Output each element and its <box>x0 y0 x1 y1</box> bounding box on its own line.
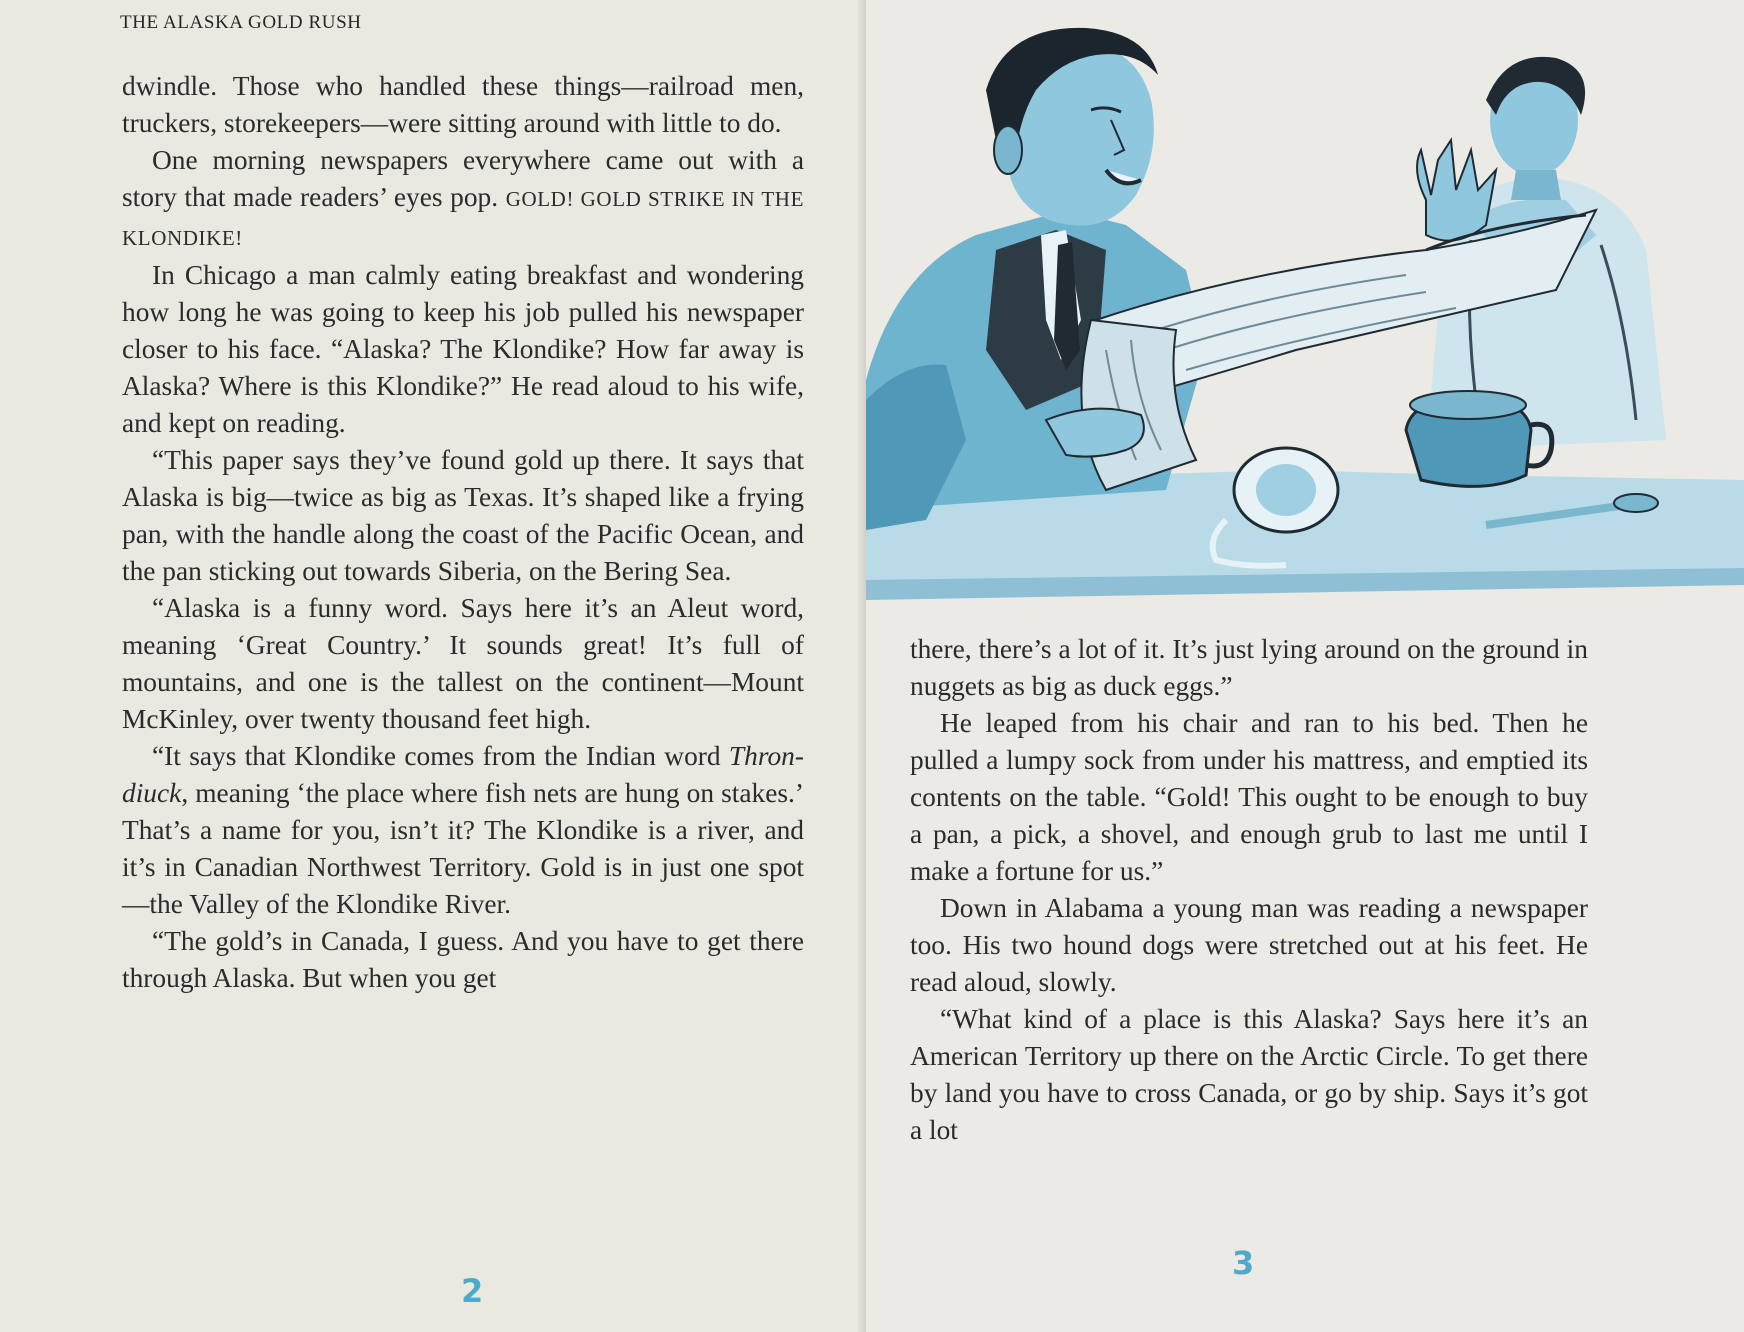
running-head: THE ALASKA GOLD RUSH <box>120 12 362 33</box>
paragraph: “This paper says they’ve found gold up there. It says that Alaska is big—twice as big as Texas. It’s shaped like a frying pan, with the handle along the coast of the Pacific Ocean, and the pan sticking out towards Siberia, on the Bering Sea. <box>122 445 804 586</box>
newspaper-reading-illustration <box>866 20 1744 605</box>
paragraph: “Alaska is a funny word. Says here it’s an Aleut word, meaning ‘Great Country.’ It sounds great! It’s full of mountains, and one is the tallest on the continent—Mount McKinley, over twenty thousand feet high. <box>122 593 804 734</box>
paragraph: Down in Alabama a young man was reading a newspaper too. His two hound dogs were stretched out at his feet. He read aloud, slowly. <box>910 893 1588 997</box>
left-page <box>0 0 866 1332</box>
paragraph: dwindle. Those who handled these things—railroad men, truckers, storekeepers—were sitting around with little to do. <box>122 71 804 138</box>
paragraph: One morning newspapers everywhere came out with a story that made readers’ eyes pop. GOLD! GOLD STRIKE IN THE KLONDIKE! <box>122 145 804 250</box>
headline-text: GOLD! GOLD STRIKE IN THE KLONDIKE! <box>122 187 804 250</box>
paragraph: In Chicago a man calmly eating breakfast and wondering how long he was going to keep his job pulled his newspaper closer to his face. “Alaska? The Klondike? How far away is Alaska? Where is this Klondike?” He read aloud to his wife, and kept on reading. <box>122 260 804 438</box>
page-number: 3 <box>1232 1244 1255 1282</box>
paragraph: He leaped from his chair and ran to his bed. Then he pulled a lumpy sock from under his mattress, and emptied its contents on the table. “Gold! This ought to be enough to buy a pan, a pick, a shovel, and enough grub to last me until I make a fortune for us.” <box>910 708 1588 886</box>
left-page-body <box>122 68 804 997</box>
paragraph: “The gold’s in Canada, I guess. And you have to get there through Alaska. But when you get <box>122 926 804 993</box>
page-number: 2 <box>461 1272 484 1310</box>
illustration-svg <box>866 20 1744 605</box>
paragraph: “It says that Klondike comes from the Indian word Thron-diuck, meaning ‘the place where fish nets are hung on stakes.’ That’s a name for you, isn’t it? The Klondike is a river, and it’s in Canadian Northwest Territory. Gold is in just one spot—the Valley of the Klondike River. <box>122 741 804 919</box>
right-page-body <box>910 631 1588 1149</box>
paragraph: “What kind of a place is this Alaska? Says here it’s an American Territory up there on the Arctic Circle. To get there by land you have to cross Canada, or go by ship. Says it’s got a lot <box>910 1004 1588 1145</box>
paragraph: there, there’s a lot of it. It’s just lying around on the ground in nuggets as big as duck eggs.” <box>910 634 1588 701</box>
italic-word: Thron-diuck <box>122 741 804 808</box>
